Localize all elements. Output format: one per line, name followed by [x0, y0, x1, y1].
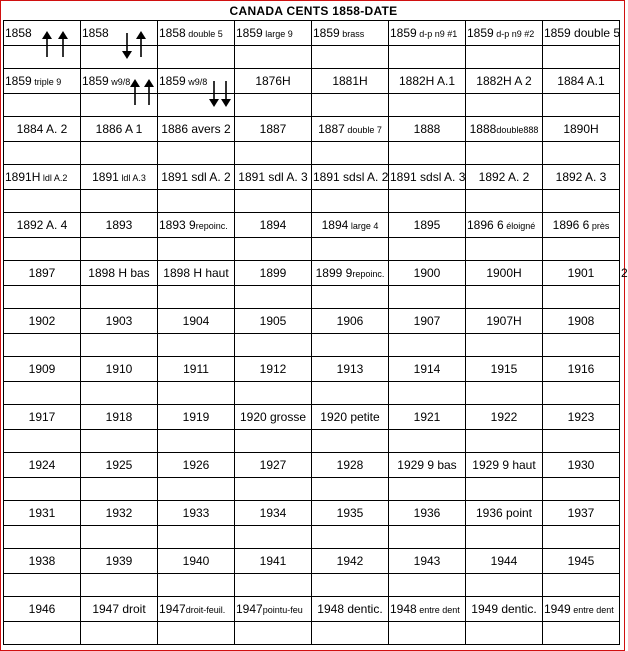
- coin-variety-note: d-p n9 #2: [493, 29, 535, 39]
- coin-label: 1894: [321, 218, 349, 232]
- coin-cell: [544, 266, 618, 280]
- coin-label: 1891H: [5, 170, 41, 184]
- coin-label: 1907: [413, 314, 441, 328]
- coin-cell: [159, 26, 233, 41]
- coin-cell: [236, 26, 310, 41]
- coin-label: 1858: [82, 26, 109, 40]
- coin-cell: [236, 602, 310, 617]
- coin-cell: [159, 410, 233, 424]
- coin-label: 1928: [336, 458, 364, 472]
- coin-label: 1905: [259, 314, 287, 328]
- grid-line: [542, 20, 543, 645]
- coin-label: 1891 sdsl A. 3: [390, 170, 466, 184]
- coin-label: 1898 H bas: [88, 266, 150, 280]
- coin-cell: [236, 74, 310, 88]
- coin-cell: [236, 266, 310, 280]
- coin-label: 1939: [105, 554, 133, 568]
- coin-label: 1930: [567, 458, 595, 472]
- coin-label: 1917: [28, 410, 56, 424]
- coin-label: 1896 6: [552, 218, 590, 232]
- coin-cell: [467, 314, 541, 328]
- coin-cell: [236, 122, 310, 136]
- coin-cell: [159, 314, 233, 328]
- coin-variety-note: triple 9: [31, 77, 62, 87]
- coin-variety-note: ldl A.3: [118, 173, 146, 183]
- coin-variety-note: large 9: [262, 29, 293, 39]
- coin-cell: [544, 602, 618, 617]
- grid-line: [80, 20, 81, 645]
- coin-cell: [5, 122, 79, 136]
- coin-label: 1921: [413, 410, 441, 424]
- coin-cell: [544, 218, 618, 233]
- coin-label: 1943: [413, 554, 441, 568]
- coin-cell: [467, 122, 541, 137]
- coin-label: 1888: [413, 122, 441, 136]
- coin-variety-note: repoinc.: [195, 221, 228, 231]
- coin-label: 1891 sdl A. 3: [238, 170, 308, 184]
- coin-label: 1886 A 1: [95, 122, 143, 136]
- coin-cell: [236, 362, 310, 376]
- coin-label: 1938: [28, 554, 56, 568]
- coin-label: 1888: [469, 122, 497, 136]
- coin-label: 1948: [390, 602, 417, 616]
- coin-cell: [236, 458, 310, 472]
- coin-label: 1891 sdsl A. 2: [313, 170, 389, 184]
- coin-label: 1903: [105, 314, 133, 328]
- coin-label: 1881H: [332, 74, 368, 88]
- coin-label: 1941: [259, 554, 287, 568]
- coin-cell: [82, 122, 156, 136]
- coin-label: 1929 9 haut: [472, 458, 536, 472]
- coin-cell: [544, 314, 618, 328]
- coin-variety-note: w9/8: [108, 77, 131, 87]
- coin-cell: [5, 218, 79, 232]
- grid-line: [465, 20, 466, 645]
- coin-label: 1927: [259, 458, 287, 472]
- coin-cell: [159, 266, 233, 280]
- coin-label: 1859: [236, 26, 263, 40]
- coin-cell: [5, 554, 79, 568]
- coin-label: 1902: [28, 314, 56, 328]
- coin-cell: [467, 602, 541, 616]
- arrow-down-icon: [121, 31, 133, 61]
- coin-label: 1859: [82, 74, 109, 88]
- coin-variety-note: double 5: [185, 29, 223, 39]
- coin-cell: [390, 314, 464, 328]
- coin-cell: [544, 26, 621, 40]
- coin-cell: [82, 170, 156, 185]
- overflow-digit: 2: [621, 266, 628, 280]
- coin-cell: [390, 170, 464, 184]
- coin-cell: [159, 506, 233, 520]
- coin-cell: [82, 218, 156, 232]
- coin-label: 1910: [105, 362, 133, 376]
- coin-label: 1887: [259, 122, 287, 136]
- coin-cell: [82, 458, 156, 472]
- coin-variety-note: large 4: [348, 221, 379, 231]
- coin-label: 1909: [28, 362, 56, 376]
- coin-cell: [544, 362, 618, 376]
- coin-cell: [544, 506, 618, 520]
- coin-cell: [236, 218, 310, 232]
- coin-label: 1887: [318, 122, 345, 136]
- coin-label: 1895: [413, 218, 441, 232]
- coin-label: 1915: [490, 362, 518, 376]
- coin-label: 1859: [159, 74, 186, 88]
- coin-cell: [390, 266, 464, 280]
- coin-variety-note: éloigné: [503, 221, 536, 231]
- arrow-up-icon: [57, 31, 69, 61]
- coin-variety-note: w9/8: [185, 77, 208, 87]
- coin-label: 1893 9: [159, 218, 196, 232]
- coin-variety-note: d-p n9 #1: [416, 29, 458, 39]
- coin-label: 1929 9 bas: [397, 458, 457, 472]
- coin-label: 1936: [413, 506, 441, 520]
- coin-cell: [5, 458, 79, 472]
- coin-label: 1884 A. 2: [16, 122, 68, 136]
- coin-cell: [5, 266, 79, 280]
- coin-cell: [82, 554, 156, 568]
- coin-cell: [544, 554, 618, 568]
- coin-cell: [467, 170, 541, 184]
- coin-cell: [159, 458, 233, 472]
- coin-label: 1891: [92, 170, 119, 184]
- coin-variety-note: près: [589, 221, 610, 231]
- coin-variety-note: brass: [339, 29, 365, 39]
- coin-cell: [313, 410, 387, 424]
- coin-cell: [467, 74, 541, 88]
- coin-cell: [467, 362, 541, 376]
- coin-cell: [82, 506, 156, 520]
- coin-label: 1858: [5, 26, 32, 40]
- coin-label: 1882H A.1: [398, 74, 456, 88]
- coin-label: 1882H A 2: [476, 74, 532, 88]
- coin-variety-note: double888: [496, 125, 539, 135]
- arrow-up-icon: [143, 79, 155, 109]
- coin-cell: [159, 122, 233, 136]
- coin-cell: [313, 218, 387, 233]
- coin-cell: [159, 218, 233, 233]
- coin-label: 1935: [336, 506, 364, 520]
- coin-label: 1907H: [486, 314, 522, 328]
- coin-label: 1940: [182, 554, 210, 568]
- coin-label: 1948 dentic.: [317, 602, 383, 616]
- coin-label: 1926: [182, 458, 210, 472]
- coin-label: 1906: [336, 314, 364, 328]
- arrow-up-icon: [129, 79, 141, 109]
- coin-cell: [236, 506, 310, 520]
- coin-variety-note: entre dent: [416, 605, 460, 615]
- coin-label: 1898 H haut: [163, 266, 229, 280]
- coin-label: 1920 petite: [320, 410, 380, 424]
- coin-cell: [236, 410, 310, 424]
- coin-cell: [390, 362, 464, 376]
- coin-cell: [159, 170, 233, 184]
- grid-line: [619, 20, 620, 645]
- coin-label: 1900: [413, 266, 441, 280]
- coin-cell: [5, 314, 79, 328]
- coin-label: 1944: [490, 554, 518, 568]
- coin-label: 1916: [567, 362, 595, 376]
- coin-cell: [159, 554, 233, 568]
- coin-label: 1899: [259, 266, 287, 280]
- coin-cell: [82, 410, 156, 424]
- coin-label: 1899 9: [315, 266, 353, 280]
- coin-label: 1876H: [255, 74, 291, 88]
- coin-variety-note: double 7: [344, 125, 382, 135]
- coin-label: 1912: [259, 362, 287, 376]
- coin-label: 1859: [390, 26, 417, 40]
- arrow-up-icon: [41, 31, 53, 61]
- coin-cell: [236, 314, 310, 328]
- page-title: CANADA CENTS 1858-DATE: [229, 4, 398, 18]
- coin-label: 1925: [105, 458, 133, 472]
- coin-label: 1893: [105, 218, 133, 232]
- coin-label: 1890H: [563, 122, 599, 136]
- coin-cell: [313, 74, 387, 88]
- coin-cell: [313, 314, 387, 328]
- coin-label: 1859: [5, 74, 32, 88]
- coin-label: 1947 droit: [92, 602, 146, 616]
- coin-cell: [544, 74, 618, 88]
- coin-cell: [313, 170, 387, 184]
- coin-label: 1859: [313, 26, 340, 40]
- coin-label: 1922: [490, 410, 518, 424]
- grid-line: [157, 20, 158, 645]
- coin-cell: [467, 506, 541, 520]
- coin-label: 1901: [567, 266, 595, 280]
- coin-label: 1947: [159, 602, 186, 616]
- coin-cell: [467, 458, 541, 472]
- coin-label: 1859 double 5: [544, 26, 621, 40]
- coin-cell: [313, 506, 387, 520]
- coin-cell: [82, 266, 156, 280]
- coin-cell: [82, 362, 156, 376]
- coin-cell: [467, 554, 541, 568]
- coin-cell: [82, 314, 156, 328]
- grid-line: [311, 20, 312, 645]
- coin-cell: [390, 122, 464, 136]
- grid-line: [3, 20, 4, 645]
- coin-label: 1936 point: [475, 506, 533, 520]
- coin-cell: [313, 602, 387, 616]
- coin-cell: [313, 266, 387, 281]
- coin-label: 1918: [105, 410, 133, 424]
- coin-cell: [467, 410, 541, 424]
- coin-label: 1934: [259, 506, 287, 520]
- coin-cell: [390, 218, 464, 232]
- arrow-down-icon: [208, 79, 220, 109]
- coin-cell: [5, 410, 79, 424]
- coin-label: 1923: [567, 410, 595, 424]
- coin-variety-note: droit-feuil.: [185, 605, 226, 615]
- coin-cell: [390, 458, 464, 472]
- coin-cell: [5, 170, 79, 185]
- coin-label: 1891 sdl A. 2: [161, 170, 231, 184]
- coin-label: 1859: [467, 26, 494, 40]
- coin-label: 1931: [28, 506, 56, 520]
- coin-variety-note: ldl A.2: [40, 173, 68, 183]
- coin-cell: [390, 602, 464, 617]
- coin-cell: [236, 170, 310, 184]
- coin-label: 1858: [159, 26, 186, 40]
- coin-cell: [467, 26, 541, 41]
- coin-cell: [5, 602, 79, 616]
- coin-label: 1892 A. 4: [16, 218, 68, 232]
- coin-label: 1924: [28, 458, 56, 472]
- arrow-up-icon: [135, 31, 147, 61]
- coin-cell: [390, 74, 464, 88]
- coin-cell: [544, 458, 618, 472]
- coin-cell: [544, 170, 618, 184]
- coin-label: 1894: [259, 218, 287, 232]
- coin-label: 1932: [105, 506, 133, 520]
- coin-cell: [5, 362, 79, 376]
- coin-label: 1919: [182, 410, 210, 424]
- coin-variety-note: entre dent: [570, 605, 614, 615]
- coin-label: 1886 avers 2: [161, 122, 231, 136]
- coin-cell: [159, 602, 233, 617]
- coin-label: 1908: [567, 314, 595, 328]
- coin-variety-note: repoinc.: [352, 269, 385, 279]
- coin-label: 1892 A. 3: [555, 170, 607, 184]
- coin-variety-note: pointu-feu: [262, 605, 303, 615]
- coin-cell: [313, 26, 387, 41]
- coin-cell: [467, 218, 541, 233]
- coin-cell: [236, 554, 310, 568]
- coin-cell: [544, 122, 618, 136]
- coin-cell: [313, 122, 387, 137]
- coin-label: 1914: [413, 362, 441, 376]
- coin-cell: [390, 506, 464, 520]
- coin-label: 1884 A.1: [557, 74, 605, 88]
- grid-line: [388, 20, 389, 645]
- coin-cell: [5, 506, 79, 520]
- coin-label: 1946: [28, 602, 56, 616]
- coin-cell: [544, 410, 618, 424]
- coin-cell: [159, 362, 233, 376]
- coin-label: 1949: [544, 602, 571, 616]
- coin-cell: [313, 362, 387, 376]
- coin-cell: [390, 26, 464, 41]
- coin-label: 1896 6: [467, 218, 504, 232]
- coin-label: 1904: [182, 314, 210, 328]
- coin-label: 1942: [336, 554, 364, 568]
- coin-label: 1911: [183, 362, 209, 376]
- coin-cell: [390, 410, 464, 424]
- coin-label: 1937: [567, 506, 595, 520]
- coin-cell: [5, 74, 79, 89]
- coin-cell: [313, 458, 387, 472]
- coin-label: 1913: [336, 362, 364, 376]
- coin-label: 1945: [567, 554, 595, 568]
- coin-label: 1947: [236, 602, 263, 616]
- coin-label: 1933: [182, 506, 210, 520]
- coin-label: 1920 grosse: [239, 410, 307, 424]
- arrow-down-icon: [220, 79, 232, 109]
- coin-cell: [313, 554, 387, 568]
- coin-cell: [82, 602, 156, 616]
- coin-cell: [390, 554, 464, 568]
- coin-label: 1900H: [486, 266, 522, 280]
- coin-cell: [467, 266, 541, 280]
- coin-label: 1892 A. 2: [478, 170, 530, 184]
- coin-label: 1897: [28, 266, 56, 280]
- coin-label: 1949 dentic.: [471, 602, 537, 616]
- grid-line: [234, 20, 235, 645]
